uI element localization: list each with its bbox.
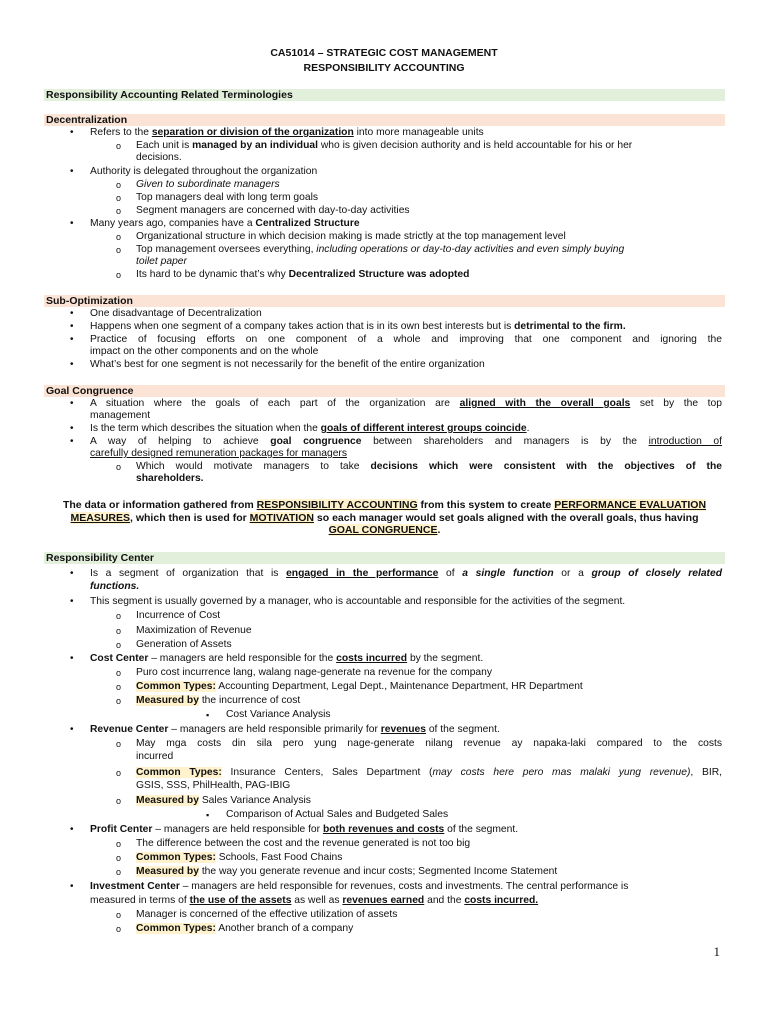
rev-line-2: Common Types: Insurance Centers, Sales Department (may costs here pero mas malaki yung revenue), BIR, — [136, 767, 722, 778]
bullet: • — [70, 218, 74, 229]
section-goal-congruence: Goal Congruence — [44, 385, 725, 397]
dec-line-6: Segment managers are concerned with day-to-day activities — [136, 205, 410, 216]
cost-center-line: Cost Center – managers are held responsible for the costs incurred by the segment. — [90, 653, 484, 664]
cost-line-4: Cost Variance Analysis — [226, 709, 331, 720]
section-decentralization: Decentralization — [44, 114, 725, 126]
sub-bullet: o — [116, 739, 122, 749]
goal-line-1: A situation where the goals of each part of the organization are aligned with the overall goals set by the top — [90, 398, 723, 409]
sub-bullet: o — [116, 768, 122, 778]
sub-bullet: o — [116, 910, 122, 920]
cost-line-2: Common Types: Accounting Department, Legal Dept., Maintenance Department, HR Department — [136, 681, 583, 692]
summary-line-3: GOAL CONGRUENCE. — [328, 524, 441, 536]
sub-bullet: o — [116, 626, 122, 636]
bullet: • — [70, 398, 74, 409]
bullet: • — [70, 436, 74, 447]
dec-line-2: Each unit is managed by an individual who is given decision authority and is held accountable for his or her — [136, 140, 633, 151]
sub-bullet: o — [116, 180, 122, 190]
sub-bullet: o — [116, 668, 122, 678]
rev-line-4: Comparison of Actual Sales and Budgeted Sales — [226, 809, 449, 820]
dec-line-8: Organizational structure in which decision making is made strictly at the top management level — [136, 231, 566, 242]
sub-bullet: o — [116, 232, 122, 242]
sub-bullet: o — [116, 462, 122, 472]
page-number: 1 — [713, 944, 720, 959]
bullet: • — [70, 724, 74, 735]
section-responsibility-center: Responsibility Center — [44, 552, 725, 564]
goal-line-1b: management — [90, 410, 151, 421]
rev-line-3: Measured by Sales Variance Analysis — [136, 795, 311, 806]
bullet: • — [70, 334, 74, 345]
bullet: • — [70, 359, 74, 370]
goal-line-3: A way of helping to achieve goal congruence between shareholders and managers is by the introduction of — [90, 436, 723, 447]
sub-bullet: o — [116, 796, 122, 806]
dec-line-9: Top management oversees everything, including operations or day-to-day activities and even simply buying — [136, 244, 625, 255]
revenue-center-line: Revenue Center – managers are held responsible primarily for revenues of the segment. — [90, 724, 500, 735]
rc-line-1: Is a segment of organization that is engaged in the performance of a single function or a group of closely related — [90, 568, 722, 579]
dec-line-5: Top managers deal with long term goals — [136, 192, 319, 203]
summary-paragraph — [44, 499, 725, 537]
bullet: • — [70, 127, 74, 138]
rc-line-2: This segment is usually governed by a manager, who is accountable and responsible for the activities of the segment. — [90, 596, 626, 607]
bullet: • — [70, 653, 74, 664]
inv-line-1: Manager is concerned of the effective utilization of assets — [136, 909, 398, 920]
prof-line-3: Measured by the way you generate revenue and incur costs; Segmented Income Statement — [136, 866, 558, 877]
sub-bullet: o — [116, 839, 122, 849]
sub-sub-bullet: ▪ — [206, 810, 210, 820]
prof-line-1: The difference between the cost and the revenue generated is not too big — [136, 838, 471, 849]
goal-line-2: Is the term which describes the situation when the goals of different interest groups coincide. — [90, 423, 530, 434]
goal-line-3b: carefully designed remuneration packages for managers — [90, 448, 347, 459]
sub-line-4: What’s best for one segment is not necessarily for the benefit of the entire organization — [90, 359, 485, 370]
rc-line-4: Maximization of Revenue — [136, 625, 252, 636]
bullet: • — [70, 321, 74, 332]
topic-title: RESPONSIBILITY ACCOUNTING — [303, 62, 465, 74]
bullet: • — [70, 308, 74, 319]
sub-bullet: o — [116, 696, 122, 706]
prof-line-2: Common Types: Schools, Fast Food Chains — [136, 852, 343, 863]
dec-line-10: Its hard to be dynamic that’s why Decentralized Structure was adopted — [136, 269, 470, 280]
rev-line-1: May mga costs din sila pero yung nage-generate nilang revenue ay napaka-laki compared to the costs — [136, 738, 722, 749]
sub-sub-bullet: ▪ — [206, 710, 210, 720]
rc-line-1b: functions. — [90, 581, 140, 592]
sub-bullet: o — [116, 682, 122, 692]
cost-line-1: Puro cost incurrence lang, walang nage-generate na revenue for the company — [136, 667, 493, 678]
cost-line-3: Measured by the incurrence of cost — [136, 695, 301, 706]
rev-line-2b: GSIS, SSS, PhilHealth, PAG-IBIG — [136, 780, 291, 791]
dec-line-2b: decisions. — [136, 152, 182, 163]
sub-bullet: o — [116, 611, 122, 621]
sub-bullet: o — [116, 193, 122, 203]
section-terminologies: Responsibility Accounting Related Terminologies — [44, 89, 725, 101]
dec-line-3: Authority is delegated throughout the organization — [90, 166, 318, 177]
rc-line-5: Generation of Assets — [136, 639, 232, 650]
dec-line-9b: toilet paper — [136, 256, 187, 267]
sub-bullet: o — [116, 245, 122, 255]
sub-line-1: One disadvantage of Decentralization — [90, 308, 262, 319]
sub-bullet: o — [116, 141, 122, 151]
bullet: • — [70, 596, 74, 607]
sub-bullet: o — [116, 924, 122, 934]
bullet: • — [70, 881, 74, 892]
summary-line-2: MEASURES, which then is used for MOTIVATION so each manager would set goals aligned with the overall goals, thus having — [70, 511, 699, 524]
sub-line-3b: impact on the other components and on the whole — [90, 346, 319, 357]
sub-bullet: o — [116, 206, 122, 216]
bullet: • — [70, 166, 74, 177]
dec-line-4: Given to subordinate managers — [136, 179, 280, 190]
bullet: • — [70, 568, 74, 579]
sub-line-2: Happens when one segment of a company takes action that is in its own best interests but is detrimental to the firm. — [90, 321, 626, 332]
bullet: • — [70, 423, 74, 434]
inv-line-2: Common Types: Another branch of a company — [136, 923, 354, 934]
goal-line-4b: shareholders. — [136, 473, 204, 484]
sub-bullet: o — [116, 640, 122, 650]
sub-bullet: o — [116, 853, 122, 863]
sub-line-3: Practice of focusing efforts on one component of a whole and improving that one component and ignoring the — [90, 334, 722, 345]
sub-bullet: o — [116, 270, 122, 280]
investment-center-line: Investment Center – managers are held responsible for revenues, costs and investments. The central performance is — [90, 881, 629, 892]
bullet: • — [70, 824, 74, 835]
rev-line-1b: incurred — [136, 751, 174, 762]
sub-bullet: o — [116, 867, 122, 877]
rc-line-3: Incurrence of Cost — [136, 610, 221, 621]
dec-line-1: Refers to the separation or division of the organization into more manageable units — [90, 127, 484, 138]
goal-line-4: Which would motivate managers to take decisions which were consistent with the objectives of the — [136, 461, 722, 472]
dec-line-7: Many years ago, companies have a Centralized Structure — [90, 218, 360, 229]
section-suboptimization: Sub-Optimization — [44, 295, 725, 307]
investment-center-line-b: measured in terms of the use of the assets as well as revenues earned and the costs incurred. — [90, 895, 539, 906]
course-title: CA51014 – STRATEGIC COST MANAGEMENT — [270, 47, 498, 59]
profit-center-line: Profit Center – managers are held responsible for both revenues and costs of the segment. — [90, 824, 519, 835]
summary-line-1: The data or information gathered from RESPONSIBILITY ACCOUNTING from this system to create PERFORMANCE EVALUATION — [62, 499, 707, 511]
